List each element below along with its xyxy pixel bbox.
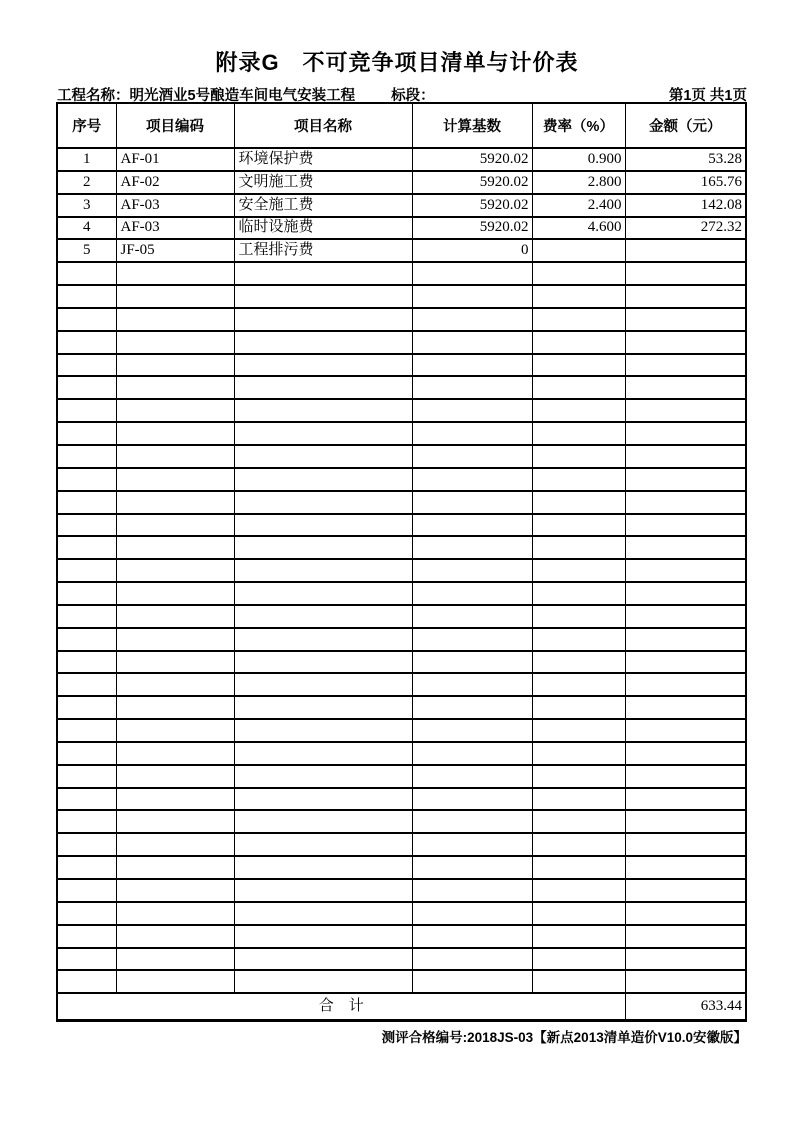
- empty-row: [57, 262, 746, 285]
- empty-cell: [234, 719, 412, 742]
- project-name-value: 明光酒业5号酿造车间电气安装工程: [129, 88, 356, 104]
- table-row: [57, 171, 746, 194]
- empty-row: [57, 651, 746, 674]
- empty-cell: [116, 354, 234, 377]
- empty-cell: [116, 856, 234, 879]
- empty-cell: [234, 788, 412, 811]
- cell-amount: 165.76: [625, 171, 746, 194]
- cell-code: AF-03: [116, 217, 234, 240]
- empty-row: [57, 399, 746, 422]
- empty-cell: [116, 696, 234, 719]
- empty-cell: [412, 354, 532, 377]
- empty-cell: [532, 376, 625, 399]
- empty-cell: [625, 399, 746, 422]
- cell-code: JF-05: [116, 239, 234, 262]
- empty-cell: [57, 925, 116, 948]
- empty-cell: [116, 879, 234, 902]
- empty-row: [57, 970, 746, 993]
- empty-cell: [532, 628, 625, 651]
- empty-cell: [532, 902, 625, 925]
- empty-cell: [412, 902, 532, 925]
- empty-row: [57, 468, 746, 491]
- empty-cell: [234, 833, 412, 856]
- header-row: [57, 103, 746, 148]
- empty-cell: [412, 719, 532, 742]
- empty-cell: [532, 605, 625, 628]
- empty-cell: [116, 628, 234, 651]
- cell-amount: [625, 239, 746, 262]
- cell-base: 5920.02: [412, 171, 532, 194]
- empty-cell: [234, 810, 412, 833]
- empty-cell: [625, 628, 746, 651]
- empty-row: [57, 536, 746, 559]
- empty-cell: [532, 331, 625, 354]
- page-info: 第1页 共1页: [668, 88, 747, 104]
- empty-cell: [412, 810, 532, 833]
- empty-row: [57, 833, 746, 856]
- empty-cell: [625, 765, 746, 788]
- empty-cell: [116, 970, 234, 993]
- header-cell-amount: 金额（元）: [625, 103, 746, 148]
- empty-cell: [57, 719, 116, 742]
- empty-cell: [116, 651, 234, 674]
- empty-cell: [234, 376, 412, 399]
- empty-cell: [57, 810, 116, 833]
- empty-cell: [412, 742, 532, 765]
- empty-cell: [625, 948, 746, 971]
- empty-cell: [532, 788, 625, 811]
- empty-cell: [625, 354, 746, 377]
- empty-cell: [532, 765, 625, 788]
- empty-cell: [625, 491, 746, 514]
- empty-cell: [532, 559, 625, 582]
- empty-cell: [412, 879, 532, 902]
- total-row: [57, 993, 746, 1020]
- total-amount: 633.44: [625, 993, 746, 1020]
- empty-cell: [234, 559, 412, 582]
- empty-row: [57, 331, 746, 354]
- empty-cell: [412, 856, 532, 879]
- empty-row: [57, 788, 746, 811]
- cell-rate: [532, 239, 625, 262]
- cell-code: AF-01: [116, 148, 234, 171]
- cell-base: 5920.02: [412, 194, 532, 217]
- empty-cell: [116, 514, 234, 537]
- empty-cell: [57, 696, 116, 719]
- empty-cell: [412, 925, 532, 948]
- empty-row: [57, 376, 746, 399]
- empty-cell: [234, 673, 412, 696]
- empty-row: [57, 856, 746, 879]
- empty-cell: [625, 970, 746, 993]
- cell-name: 环境保护费: [234, 148, 412, 171]
- empty-cell: [57, 742, 116, 765]
- empty-cell: [57, 399, 116, 422]
- empty-cell: [532, 970, 625, 993]
- empty-cell: [625, 605, 746, 628]
- empty-cell: [57, 422, 116, 445]
- empty-cell: [116, 491, 234, 514]
- empty-row: [57, 285, 746, 308]
- empty-cell: [234, 605, 412, 628]
- empty-cell: [57, 468, 116, 491]
- project-name-label: 工程名称：: [57, 88, 130, 104]
- empty-cell: [234, 354, 412, 377]
- table-row: [57, 239, 746, 262]
- empty-cell: [116, 788, 234, 811]
- empty-cell: [625, 376, 746, 399]
- empty-cell: [625, 582, 746, 605]
- empty-cell: [532, 445, 625, 468]
- empty-cell: [57, 376, 116, 399]
- cell-seq: 3: [57, 194, 116, 217]
- empty-cell: [412, 422, 532, 445]
- empty-cell: [57, 605, 116, 628]
- cell-base: 5920.02: [412, 217, 532, 240]
- cell-name: 临时设施费: [234, 217, 412, 240]
- empty-row: [57, 445, 746, 468]
- empty-cell: [57, 285, 116, 308]
- empty-cell: [532, 673, 625, 696]
- cell-amount: 142.08: [625, 194, 746, 217]
- table-header: [57, 103, 746, 148]
- cell-name: 安全施工费: [234, 194, 412, 217]
- empty-cell: [625, 468, 746, 491]
- empty-cell: [412, 262, 532, 285]
- empty-cell: [625, 742, 746, 765]
- empty-cell: [625, 285, 746, 308]
- cell-code: AF-03: [116, 194, 234, 217]
- header-cell-rate: 费率（%）: [532, 103, 625, 148]
- cell-rate: 2.800: [532, 171, 625, 194]
- cell-amount: 272.32: [625, 217, 746, 240]
- cell-rate: 2.400: [532, 194, 625, 217]
- empty-cell: [234, 399, 412, 422]
- empty-cell: [116, 605, 234, 628]
- cell-code: AF-02: [116, 171, 234, 194]
- cell-base: 5920.02: [412, 148, 532, 171]
- empty-cell: [412, 696, 532, 719]
- empty-cell: [116, 673, 234, 696]
- empty-cell: [532, 468, 625, 491]
- empty-cell: [625, 536, 746, 559]
- empty-cell: [532, 582, 625, 605]
- empty-cell: [625, 902, 746, 925]
- cell-name: 文明施工费: [234, 171, 412, 194]
- empty-row: [57, 879, 746, 902]
- table-row: [57, 194, 746, 217]
- empty-cell: [532, 833, 625, 856]
- empty-cell: [116, 582, 234, 605]
- empty-cell: [234, 925, 412, 948]
- empty-cell: [57, 308, 116, 331]
- cell-name: 工程排污费: [234, 239, 412, 262]
- empty-cell: [532, 308, 625, 331]
- pricing-table: [56, 102, 747, 1022]
- empty-cell: [412, 628, 532, 651]
- empty-cell: [532, 810, 625, 833]
- empty-cell: [412, 308, 532, 331]
- table-row: [57, 217, 746, 240]
- empty-cell: [625, 445, 746, 468]
- empty-cell: [234, 628, 412, 651]
- empty-cell: [57, 354, 116, 377]
- empty-cell: [234, 536, 412, 559]
- empty-cell: [625, 651, 746, 674]
- empty-cell: [57, 491, 116, 514]
- empty-cell: [57, 651, 116, 674]
- empty-cell: [57, 628, 116, 651]
- empty-cell: [234, 468, 412, 491]
- table-row: [57, 148, 746, 171]
- empty-cell: [57, 879, 116, 902]
- cell-seq: 5: [57, 239, 116, 262]
- empty-cell: [412, 491, 532, 514]
- empty-cell: [116, 810, 234, 833]
- empty-row: [57, 673, 746, 696]
- empty-cell: [412, 536, 532, 559]
- header-cell-name: 项目名称: [234, 103, 412, 148]
- empty-cell: [116, 285, 234, 308]
- empty-cell: [625, 696, 746, 719]
- empty-cell: [57, 331, 116, 354]
- empty-cell: [57, 673, 116, 696]
- empty-cell: [532, 514, 625, 537]
- empty-cell: [116, 536, 234, 559]
- empty-cell: [57, 765, 116, 788]
- cell-seq: 1: [57, 148, 116, 171]
- section-label: 标段：: [391, 88, 435, 104]
- empty-cell: [116, 765, 234, 788]
- table-body: [57, 148, 746, 993]
- empty-cell: [234, 331, 412, 354]
- empty-cell: [234, 970, 412, 993]
- empty-row: [57, 696, 746, 719]
- empty-cell: [57, 788, 116, 811]
- empty-cell: [412, 673, 532, 696]
- empty-row: [57, 491, 746, 514]
- empty-cell: [116, 559, 234, 582]
- cell-seq: 4: [57, 217, 116, 240]
- empty-cell: [116, 331, 234, 354]
- header-cell-code: 项目编码: [116, 103, 234, 148]
- empty-cell: [625, 262, 746, 285]
- cell-base: 0: [412, 239, 532, 262]
- empty-cell: [625, 719, 746, 742]
- empty-cell: [625, 833, 746, 856]
- total-label: 合 计: [57, 993, 625, 1020]
- empty-cell: [116, 445, 234, 468]
- empty-row: [57, 308, 746, 331]
- empty-cell: [412, 970, 532, 993]
- empty-cell: [116, 742, 234, 765]
- empty-cell: [532, 285, 625, 308]
- empty-cell: [234, 582, 412, 605]
- empty-cell: [234, 514, 412, 537]
- empty-row: [57, 948, 746, 971]
- empty-cell: [234, 262, 412, 285]
- empty-cell: [116, 308, 234, 331]
- empty-cell: [116, 468, 234, 491]
- empty-row: [57, 605, 746, 628]
- cell-amount: 53.28: [625, 148, 746, 171]
- empty-row: [57, 559, 746, 582]
- cell-seq: 2: [57, 171, 116, 194]
- empty-cell: [412, 514, 532, 537]
- empty-row: [57, 765, 746, 788]
- empty-cell: [532, 354, 625, 377]
- empty-cell: [57, 856, 116, 879]
- empty-cell: [412, 833, 532, 856]
- empty-cell: [234, 742, 412, 765]
- empty-cell: [412, 445, 532, 468]
- table-footer: [57, 993, 746, 1020]
- empty-row: [57, 810, 746, 833]
- empty-cell: [532, 742, 625, 765]
- empty-cell: [116, 719, 234, 742]
- empty-cell: [412, 468, 532, 491]
- empty-row: [57, 925, 746, 948]
- empty-cell: [116, 376, 234, 399]
- header-cell-seq: 序号: [57, 103, 116, 148]
- empty-cell: [625, 925, 746, 948]
- empty-cell: [532, 651, 625, 674]
- empty-cell: [412, 651, 532, 674]
- header-cell-base: 计算基数: [412, 103, 532, 148]
- empty-cell: [625, 879, 746, 902]
- empty-cell: [57, 559, 116, 582]
- empty-cell: [532, 856, 625, 879]
- empty-cell: [116, 422, 234, 445]
- empty-row: [57, 422, 746, 445]
- empty-cell: [625, 308, 746, 331]
- empty-cell: [532, 399, 625, 422]
- empty-cell: [625, 810, 746, 833]
- empty-cell: [532, 719, 625, 742]
- empty-cell: [57, 514, 116, 537]
- page-title: 附录G 不可竞争项目清单与计价表: [215, 50, 579, 75]
- empty-cell: [57, 833, 116, 856]
- empty-row: [57, 719, 746, 742]
- empty-row: [57, 354, 746, 377]
- empty-cell: [234, 422, 412, 445]
- empty-cell: [57, 536, 116, 559]
- empty-cell: [532, 422, 625, 445]
- empty-cell: [234, 765, 412, 788]
- empty-row: [57, 514, 746, 537]
- empty-cell: [234, 696, 412, 719]
- empty-cell: [625, 788, 746, 811]
- empty-cell: [116, 902, 234, 925]
- empty-row: [57, 742, 746, 765]
- empty-cell: [412, 605, 532, 628]
- empty-cell: [532, 262, 625, 285]
- empty-cell: [234, 651, 412, 674]
- empty-cell: [625, 331, 746, 354]
- empty-row: [57, 902, 746, 925]
- empty-cell: [412, 376, 532, 399]
- empty-cell: [234, 902, 412, 925]
- empty-cell: [532, 696, 625, 719]
- empty-cell: [412, 765, 532, 788]
- empty-cell: [116, 833, 234, 856]
- empty-cell: [532, 536, 625, 559]
- empty-cell: [412, 582, 532, 605]
- empty-cell: [234, 491, 412, 514]
- empty-cell: [234, 285, 412, 308]
- empty-cell: [625, 856, 746, 879]
- empty-row: [57, 582, 746, 605]
- empty-row: [57, 628, 746, 651]
- cell-rate: 0.900: [532, 148, 625, 171]
- cell-rate: 4.600: [532, 217, 625, 240]
- empty-cell: [625, 673, 746, 696]
- empty-cell: [57, 262, 116, 285]
- empty-cell: [625, 559, 746, 582]
- empty-cell: [234, 856, 412, 879]
- empty-cell: [532, 879, 625, 902]
- empty-cell: [625, 514, 746, 537]
- empty-cell: [116, 399, 234, 422]
- empty-cell: [412, 559, 532, 582]
- empty-cell: [57, 902, 116, 925]
- empty-cell: [116, 948, 234, 971]
- empty-cell: [57, 970, 116, 993]
- empty-cell: [57, 948, 116, 971]
- empty-cell: [57, 582, 116, 605]
- empty-cell: [412, 788, 532, 811]
- empty-cell: [234, 308, 412, 331]
- empty-cell: [532, 491, 625, 514]
- empty-cell: [532, 925, 625, 948]
- empty-cell: [234, 948, 412, 971]
- empty-cell: [234, 879, 412, 902]
- empty-cell: [116, 262, 234, 285]
- empty-cell: [412, 285, 532, 308]
- certification-note: 测评合格编号:2018JS-03【新点2013清单造价V10.0安徽版】: [381, 1030, 747, 1045]
- empty-cell: [625, 422, 746, 445]
- empty-cell: [412, 331, 532, 354]
- empty-cell: [57, 445, 116, 468]
- empty-cell: [234, 445, 412, 468]
- empty-cell: [412, 399, 532, 422]
- empty-cell: [412, 948, 532, 971]
- empty-cell: [532, 948, 625, 971]
- empty-cell: [116, 925, 234, 948]
